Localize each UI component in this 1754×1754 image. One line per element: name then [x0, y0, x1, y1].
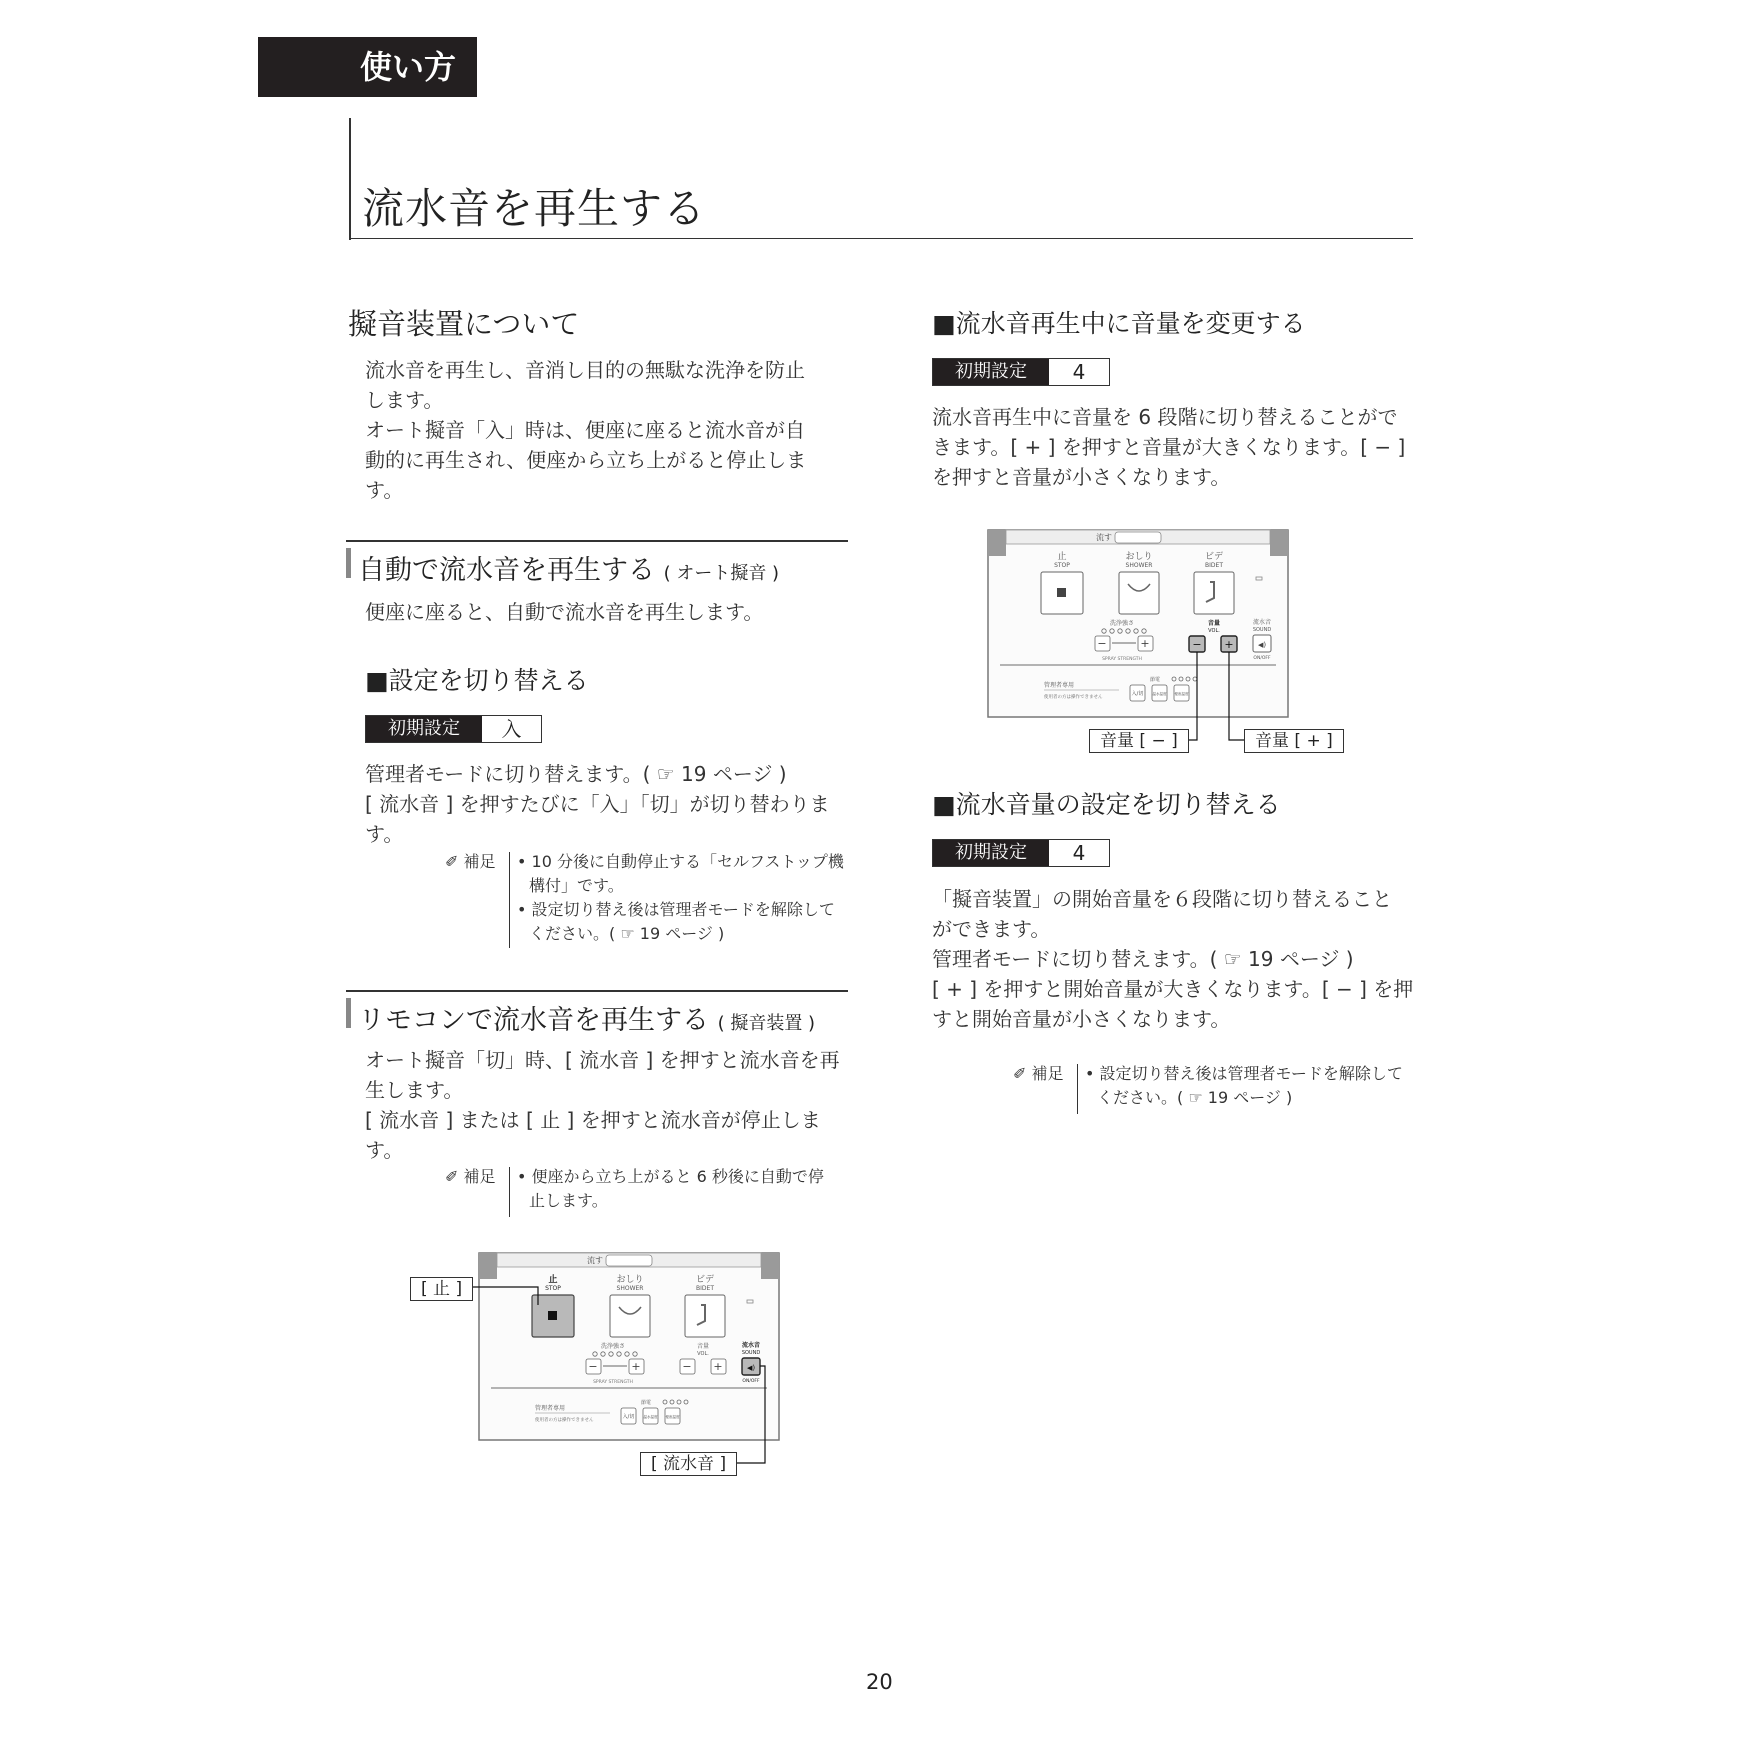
note-divider [509, 852, 510, 948]
bidet-label: ビデ [695, 1275, 715, 1285]
vol-sub: VOL. [1208, 628, 1220, 634]
stop-label: 止 [1057, 552, 1067, 562]
strength-label: 洗浄強さ [1109, 620, 1135, 627]
sound-callout: [ 流水音 ] [640, 1452, 737, 1476]
bidet-label: ビデ [1204, 552, 1224, 562]
init-setting-label: 初期設定 [933, 359, 1049, 385]
stop-icon [548, 1311, 557, 1320]
speaker-icon: ◀) [746, 1364, 756, 1372]
note-label: ✐ 補足 [1013, 1064, 1064, 1083]
stop-sub: STOP [1054, 562, 1070, 569]
init-setting-value: 4 [1072, 841, 1086, 865]
setting-note [1013, 1062, 1423, 1118]
about-body: 流水音を再生し、音消し目的の無駄な洗浄を防止 します。 オート擬音「入」時は、便座に座ると流水音が自 動的に再生され、便座から立ち上がると停止しま す。 [365, 358, 807, 502]
note-divider [509, 1167, 510, 1217]
flush-label: 流す [1096, 533, 1112, 542]
flush-button[interactable] [606, 1255, 652, 1266]
admin-sub: 使用者の方は操作できません [1044, 695, 1103, 700]
remote-section-header [346, 990, 848, 1036]
section-marker [346, 548, 351, 578]
init-setting-volume [932, 358, 1110, 386]
flush-label: 流す [587, 1256, 603, 1265]
bidet-sub: BIDET [1205, 562, 1223, 569]
shower-sub: SHOWER [1125, 562, 1153, 569]
minus-label: − [682, 1360, 692, 1373]
sound-sub: SOUND [741, 1350, 761, 1356]
volume-body: 流水音再生中に音量を 6 段階に切り替えることがで きます。[ + ] を押すと音量が大きくなります。[ − ] を押すと音量が小さくなります。 [932, 405, 1406, 489]
switch-heading: ■設定を切り替える [365, 666, 589, 695]
note-item: • 便座から立ち上がると 6 秒後に自動で停 止します。 [517, 1167, 824, 1210]
remote-section-title: リモコンで流水音を再生する ( 擬音装置 ) [358, 1005, 816, 1036]
title-rule-vertical [349, 118, 351, 240]
onoff-label: ON/OFF [1253, 656, 1271, 661]
section-chip: 使い方 [258, 37, 477, 97]
vol-label: 音量 [1207, 620, 1221, 627]
admin-temp-label: 温水温度 [643, 1415, 658, 1419]
volume-heading: ■流水音再生中に音量を変更する [932, 309, 1306, 338]
auto-section-header [346, 540, 848, 586]
init-setting-level [932, 839, 1110, 867]
shower-sub: SHOWER [616, 1285, 644, 1292]
title-rule-horizontal [349, 238, 1413, 239]
admin-label: 管理者専用 [535, 1405, 566, 1412]
init-setting-value: 4 [1072, 360, 1086, 384]
init-setting-auto [365, 715, 542, 743]
minus-label: − [588, 1360, 598, 1373]
page-number: 20 [866, 1670, 893, 1694]
stop-label: 止 [548, 1275, 558, 1285]
shower-button[interactable] [1119, 572, 1159, 614]
plus-label: + [631, 1360, 641, 1373]
power-label: 節電 [641, 1400, 652, 1406]
shower-button[interactable] [610, 1295, 650, 1337]
strength-sub: SPRAY STRENGTH [1102, 657, 1142, 662]
shower-label: おしり [1125, 552, 1153, 562]
stop-sub: STOP [545, 1285, 561, 1292]
vol-sub: VOL. [697, 1351, 709, 1357]
note-item: • 10 分後に自動停止する「セルフストップ機 構付」です。 [517, 852, 844, 895]
remote-note [445, 1165, 855, 1221]
setting-body: 「擬音装置」の開始音量を６段階に切り替えること ができます。 管理者モードに切り替えます。( ☞ 19 ページ ) [ + ] を押すと開始音量が大きくなります。[ − ] を押 すと開始音量が小さくなります。 [932, 887, 1414, 1031]
note-label: ✐ 補足 [445, 852, 496, 871]
strength-label: 洗浄強さ [600, 1343, 626, 1350]
flush-button[interactable] [1115, 532, 1161, 543]
admin-seat-label: 便座温度 [1174, 692, 1189, 696]
admin-ab-label: 入/切 [1131, 691, 1144, 697]
admin-sub: 使用者の方は操作できません [535, 1418, 594, 1423]
note-label: ✐ 補足 [445, 1167, 496, 1186]
note-divider [1077, 1064, 1078, 1114]
power-label: 節電 [1150, 677, 1161, 683]
about-heading: 擬音装置について [348, 307, 580, 341]
init-setting-label: 初期設定 [933, 840, 1049, 866]
vol-label: 音量 [696, 1343, 710, 1350]
admin-ab-label: 入/切 [622, 1414, 635, 1420]
setting-heading: ■流水音量の設定を切り替える [932, 790, 1281, 819]
note-item: • 設定切り替え後は管理者モードを解除して ください。( ☞ 19 ページ ) [517, 900, 835, 943]
admin-seat-label: 便座温度 [665, 1415, 680, 1419]
remote-body: オート擬音「切」時、[ 流水音 ] を押すと流水音を再 生します。 [ 流水音 ] または [ 止 ] を押すと流水音が停止します。 [365, 1048, 840, 1162]
stop-callout: [ 止 ] [410, 1277, 473, 1301]
auto-note [445, 850, 855, 950]
admin-label: 管理者専用 [1044, 682, 1075, 689]
admin-temp-label: 温水温度 [1152, 692, 1167, 696]
bidet-sub: BIDET [696, 1285, 714, 1292]
remote-illustration-volume [985, 525, 1295, 755]
vol-minus-callout: 音量 [ − ] [1089, 729, 1189, 753]
auto-section-title: 自動で流水音を再生する ( オート擬音 ) [358, 555, 780, 586]
plus-label: + [1140, 637, 1150, 650]
sound-label: 流水音 [741, 1342, 761, 1349]
page-title: 流水音を再生する [362, 184, 707, 233]
plus-label: + [1224, 638, 1234, 651]
stop-icon [1057, 588, 1066, 597]
auto-body: 便座に座ると、自動で流水音を再生します。 [365, 600, 764, 624]
sound-label: 流水音 [1252, 619, 1272, 626]
strength-sub: SPRAY STRENGTH [593, 1380, 633, 1385]
init-setting-label: 初期設定 [366, 716, 482, 742]
switch-body: 管理者モードに切り替えます。( ☞ 19 ページ ) [ 流水音 ] を押すたびに「入」「切」が切り替わります。 [365, 762, 830, 846]
plus-label: + [713, 1360, 723, 1373]
sound-sub: SOUND [1252, 627, 1272, 633]
minus-label: − [1192, 638, 1202, 651]
speaker-icon: ◀) [1257, 641, 1267, 649]
init-setting-value: 入 [501, 717, 522, 741]
minus-label: − [1097, 637, 1107, 650]
section-marker [346, 998, 351, 1028]
note-item: • 設定切り替え後は管理者モードを解除して ください。( ☞ 19 ページ ) [1085, 1064, 1403, 1107]
shower-label: おしり [616, 1275, 644, 1285]
onoff-label: ON/OFF [742, 1379, 760, 1384]
vol-plus-callout: 音量 [ + ] [1244, 729, 1344, 753]
